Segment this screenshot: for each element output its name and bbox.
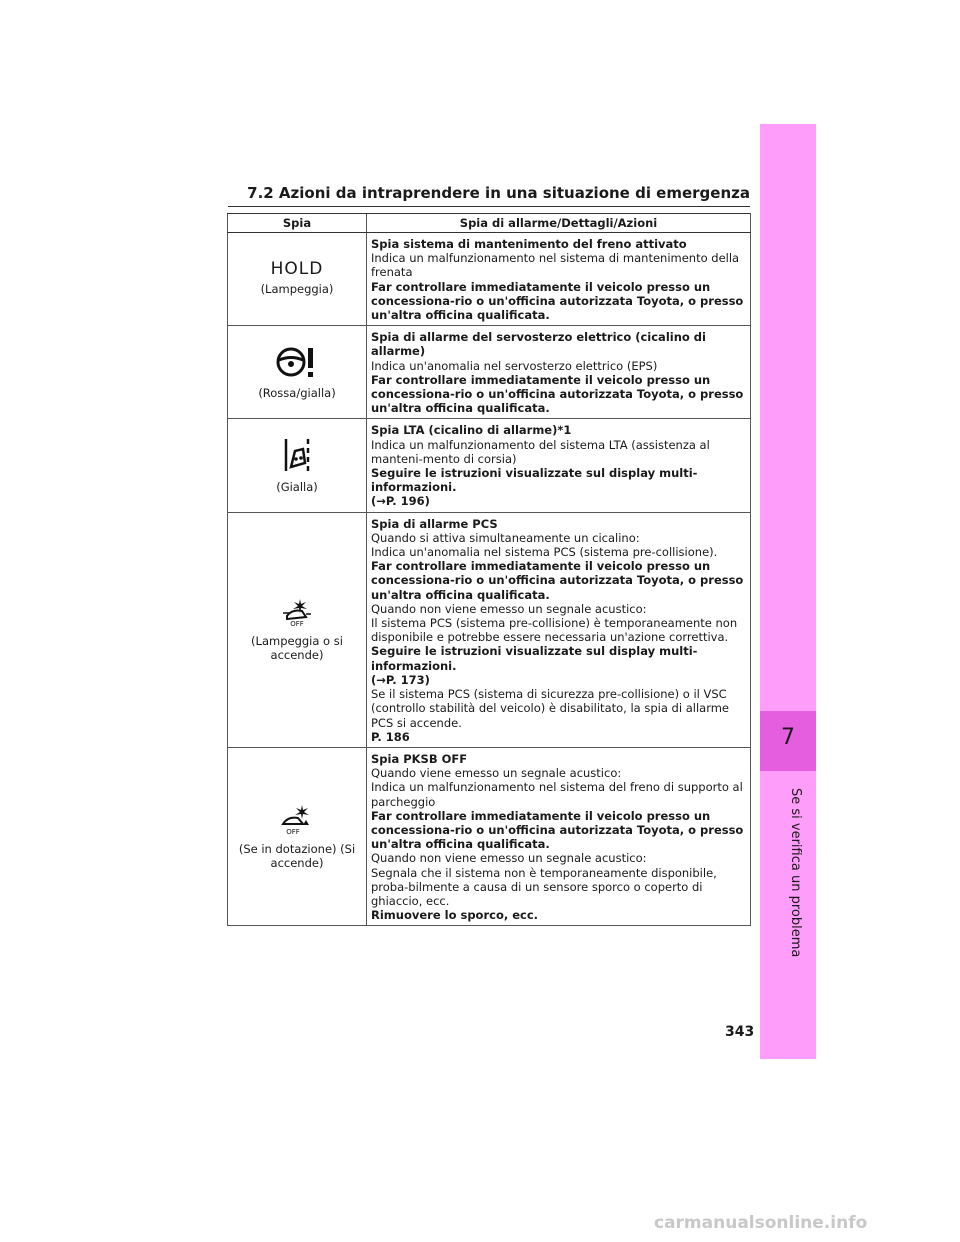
- detail-action-text: Far controllare immediatamente il veicolo presso un concessiona-rio o un'officina autorizzata Toyota, o presso un'altra officina qualificata.: [371, 808, 744, 852]
- detail-text: Se il sistema PCS (sistema di sicurezza pre-collisione) o il VSC (controllo stabilità del veicolo) è disabilitato, la spia di allarme PCS si accende.: [371, 687, 729, 730]
- detail-action-text: Spia di allarme del servosterzo elettrico (cicalino di allarme): [371, 330, 706, 359]
- pksb-off-icon: [232, 803, 362, 838]
- warning-light-cell: [228, 747, 367, 925]
- warning-light-details: [367, 512, 751, 747]
- detail-text: Quando si attiva simultaneamente un cicalino:: [371, 530, 640, 545]
- warning-light-cell: [228, 326, 367, 419]
- detail-action-text: Rimuovere lo sporco, ecc.: [371, 908, 539, 923]
- warning-light-cell: [228, 233, 367, 326]
- pcs-off-icon: [232, 597, 362, 630]
- warning-light-status: (Lampeggia): [260, 282, 334, 297]
- warning-light-details: [367, 419, 751, 512]
- detail-text: Quando non viene emesso un segnale acustico:: [371, 601, 647, 616]
- page-header: [228, 180, 750, 207]
- warning-lights-table: [227, 213, 751, 926]
- detail-action-text: Seguire le istruzioni visualizzate sul display multi-informazioni.: [371, 644, 698, 673]
- hold-icon: HOLD: [270, 259, 324, 279]
- detail-text: Segnala che il sistema non è temporaneamente disponibile, proba-bilmente a causa di un sensore sporco o coperto di ghiaccio, ecc.: [371, 865, 717, 908]
- chapter-label: Se si verifica un problema: [788, 788, 803, 958]
- table-row: [228, 233, 751, 326]
- table-header-row: [228, 214, 751, 233]
- warning-light-status: (Se in dotazione) (Si accende): [238, 842, 356, 871]
- detail-action-text: Spia di allarme PCS: [371, 516, 498, 531]
- table-row: [228, 419, 751, 512]
- detail-action-text: Seguire le istruzioni visualizzate sul display multi-informazioni.: [371, 466, 698, 495]
- svg-text:OFF: OFF: [286, 828, 300, 836]
- warning-light-status: (Gialla): [276, 480, 318, 495]
- warning-light-cell: [228, 419, 367, 512]
- steering-warning-icon: [232, 345, 362, 382]
- section-title: 7.2 Azioni da intraprendere in una situazione di emergenza: [247, 184, 750, 202]
- detail-action-text: P. 186: [371, 729, 410, 744]
- detail-action-text: Far controllare immediatamente il veicolo presso un concessiona-rio o un'officina autorizzata Toyota, o presso un'altra officina qualificata.: [371, 559, 744, 602]
- warning-light-details: [367, 747, 751, 925]
- warning-light-details: [367, 326, 751, 419]
- table-row: [228, 747, 751, 925]
- chapter-number: 7: [781, 725, 795, 750]
- table-row: [228, 512, 751, 747]
- detail-action-text: (→P. 173): [371, 672, 430, 687]
- warning-light-details: [367, 233, 751, 326]
- detail-text: Indica un malfunzionamento nel sistema del freno di supporto al parcheggio: [371, 780, 743, 809]
- column-header-spia: Spia: [228, 214, 367, 233]
- column-header-details: Spia di allarme/Dettagli/Azioni: [367, 214, 751, 233]
- detail-text: Quando non viene emesso un segnale acustico:: [371, 851, 647, 866]
- lta-icon: [232, 437, 362, 476]
- detail-text: Indica un'anomalia nel servosterzo elettrico (EPS): [371, 358, 658, 373]
- detail-action-text: (→P. 196): [371, 494, 430, 509]
- detail-action-text: Spia LTA (cicalino di allarme)*1: [371, 423, 572, 438]
- page-number: 343: [725, 1024, 755, 1040]
- detail-action-text: Far controllare immediatamente il veicolo presso un concessiona-rio o un'officina autorizzata Toyota, o presso un'altra officina qualificata.: [371, 372, 744, 416]
- warning-light-status: (Rossa/gialla): [258, 385, 336, 400]
- detail-action-text: Spia PKSB OFF: [371, 751, 468, 766]
- svg-text:OFF: OFF: [290, 620, 304, 628]
- detail-text: Indica un malfunzionamento del sistema LTA (assistenza al manteni-mento di corsia): [371, 437, 710, 466]
- detail-text: Indica un malfunzionamento nel sistema di mantenimento della frenata: [371, 251, 740, 280]
- detail-action-text: Spia sistema di mantenimento del freno attivato: [371, 237, 687, 251]
- detail-action-text: Far controllare immediatamente il veicolo presso un concessiona-rio o un'officina autorizzata Toyota, o presso un'altra officina qualificata.: [371, 279, 744, 323]
- warning-light-cell: [228, 512, 367, 747]
- detail-text: Il sistema PCS (sistema pre-collisione) è temporaneamente non disponibile e potrebbe essere necessaria un'azione correttiva.: [371, 616, 738, 645]
- detail-text: Quando viene emesso un segnale acustico:: [371, 766, 622, 781]
- warning-light-status: (Lampeggia o si accende): [251, 634, 343, 663]
- watermark: carmanualsonline.info: [654, 1213, 868, 1233]
- table-row: [228, 326, 751, 419]
- detail-text: Indica un'anomalia nel sistema PCS (sistema pre-collisione).: [371, 545, 718, 560]
